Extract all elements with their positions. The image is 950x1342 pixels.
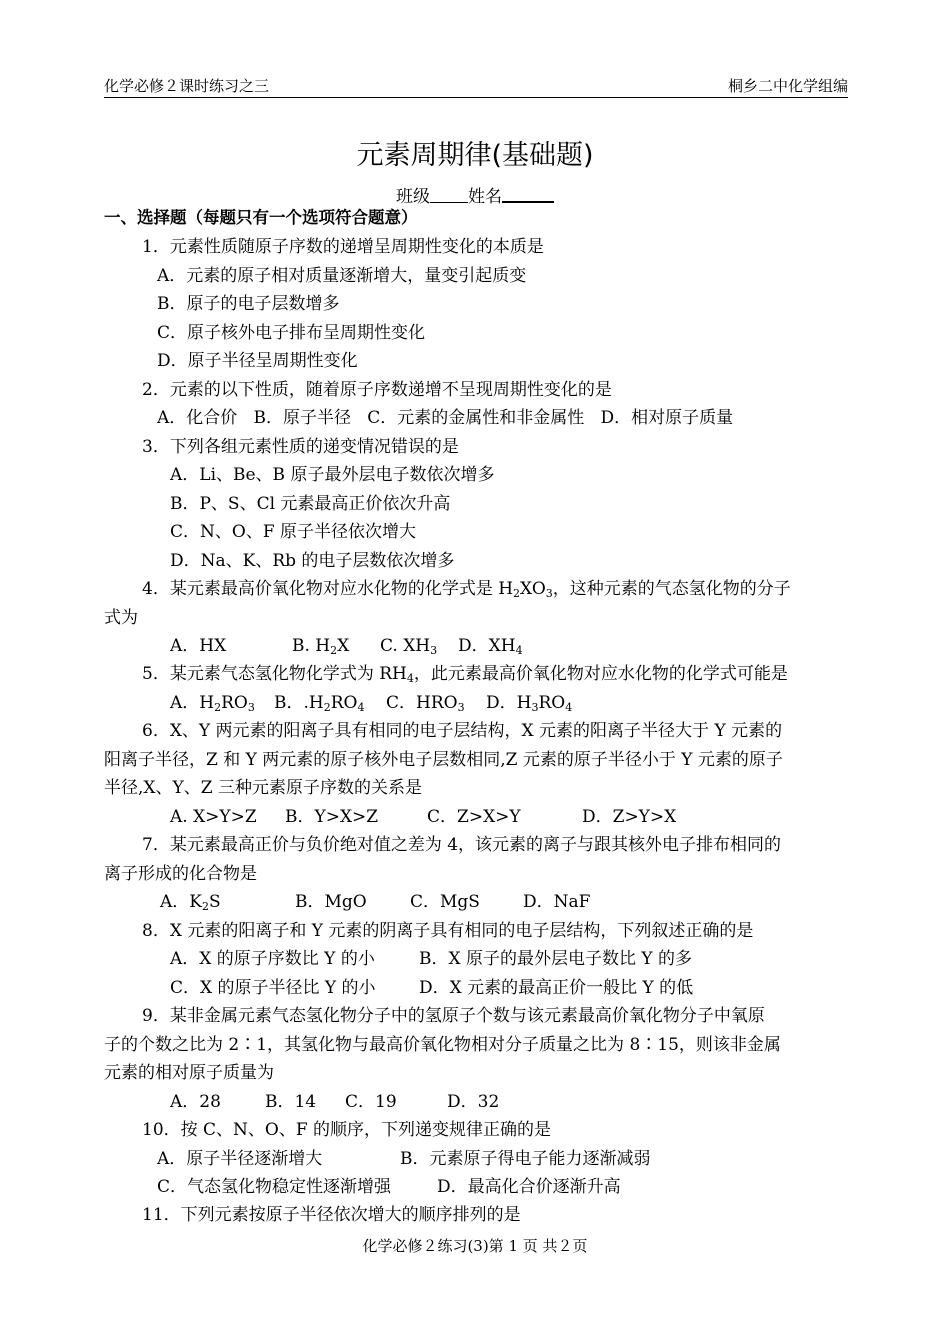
q9-option-a: A．28 [170,1092,221,1112]
q5-option-b: B．$.H_2RO_4$ [274,693,365,714]
q8-option-c: C．X 的原子半径比 Y 的小 [170,978,376,998]
q5-options [170,692,572,714]
q6-option-c: C．Z>X>Y [427,807,521,827]
q7-line2: 离子形成的化合物是 [104,864,257,884]
q7-option-c: C．MgS [410,892,480,912]
q4-option-d: D．$XH_4$ [458,636,523,657]
q2-option-b: B．原子半径 [253,408,351,428]
q1-option-d: D．原子半径呈周期性变化 [157,351,358,371]
q7-options [160,891,590,913]
class-blank [430,186,468,203]
q9-line3: 元素的相对原子质量为 [104,1063,274,1083]
q4-options [170,635,523,657]
q6-line2: 阳离子半径，Z 和 Y 两元素的原子核外电子层数相同,Z 元素的原子半径小于 Y 元素的原子 [104,750,783,770]
q3-option-d: D．Na、K、Rb 的电子层数依次增多 [170,551,455,571]
q9-option-b: B．14 [265,1092,317,1112]
q7-option-b: B．MgO [295,892,367,912]
q4-option-b: B. $H_2X$ [292,636,350,657]
q10-options-row2 [157,1176,621,1198]
q10-option-d: D．最高化合价逐渐升高 [437,1177,621,1197]
q10-option-a: A．原子半径逐渐增大 [157,1149,323,1169]
q3-option-a: A．Li、Be、B 原子最外层电子数依次增多 [170,465,495,485]
q5-option-d: D．$H_3RO_4$ [486,693,573,714]
q8-stem: 8．X 元素的阳离子和 Y 元素的阴离子具有相同的电子层结构，下列叙述正确的是 [142,921,754,941]
q7-line1: 7．某元素最高正价与负价绝对值之差为 4，该元素的离子与跟其核外电子排布相同的 [142,835,782,855]
q10-stem: 10．按 C、N、O、F 的顺序，下列递变规律正确的是 [142,1120,552,1140]
q4-stem-pre: 4．某元素最高价氧化物对应水化物的化学式是 H [142,579,514,599]
q5-stem-pre: 5．某元素气态氢化物化学式为 RH [142,664,407,684]
q2-option-c: C．元素的金属性和非金属性 [367,408,585,428]
q8-option-a: A．X 的原子序数比 Y 的小 [170,949,375,969]
name-blank [502,185,554,203]
q3-option-b: B．P、S、Cl 元素最高正价依次升高 [170,494,451,514]
q2-stem: 2．元素的以下性质，随着原子序数递增不呈现周期性变化的是 [142,380,612,400]
q7-option-a: A．$K_2S$ [160,892,221,913]
q8-option-b: B．X 原子的最外层电子数比 Y 的多 [419,949,693,969]
q1-stem: 1．元素性质随原子序数的递增呈周期性变化的本质是 [142,237,544,257]
q5-option-c: C．$HRO_3$ [386,693,465,714]
q4-stem [142,578,791,600]
q1-option-a: A．元素的原子相对质量逐渐增大，量变引起质变 [157,266,527,286]
q5-stem [142,663,788,685]
class-name-line [0,182,950,207]
q4-option-c: C. $XH_3$ [380,636,438,657]
q6-line3: 半径,X、Y、Z 三种元素原子序数的关系是 [104,778,422,798]
page-header [104,75,848,98]
q7-option-d: D．NaF [523,892,591,912]
q5-stem-post: ，此元素最高价氧化物对应水化物的化学式可能是 [413,664,788,684]
class-label: 班级 [396,187,430,207]
q8-option-d: D．X 元素的最高正价一般比 Y 的低 [419,978,694,998]
q3-stem: 3．下列各组元素性质的递变情况错误的是 [142,437,459,457]
q4-stem-mid: XO [520,579,546,599]
q6-option-a: A. X>Y>Z [170,807,257,827]
page-footer: 化学必修２练习(3)第 1 页 共２页 [362,1237,588,1255]
q8-options-row1 [170,948,692,970]
q9-option-d: D．32 [447,1092,500,1112]
q1-option-b: B．原子的电子层数增多 [157,294,340,314]
q2-option-a: A．化合价 [157,408,238,428]
name-label: 姓名 [468,187,502,207]
q10-options-row1 [157,1148,651,1170]
q8-options-row2 [170,977,693,999]
q4-sub-3: 3 [545,587,553,600]
q9-line2: 子的个数之比为 2∶1，其氢化物与最高价氧化物相对分子质量之比为 8∶15，则该非金属 [104,1035,781,1055]
q11-stem: 11．下列元素按原子半径依次增大的顺序排列的是 [142,1205,521,1225]
q5-sub-4: 4 [406,672,414,685]
page-title: 元素周期律(基础题) [356,140,594,171]
q2-options [157,407,733,429]
section-heading: 一、选择题（每题只有一个选项符合题意） [104,208,418,227]
q6-line1: 6．X、Y 两元素的阳离子具有相同的电子层结构，X 元素的阳离子半径大于 Y 元素的 [142,721,783,741]
q6-options [170,806,676,828]
q4-option-a: A．HX [170,636,227,656]
q10-option-b: B．元素原子得电子能力逐渐减弱 [400,1149,651,1169]
header-right: 桐乡二中化学组编 [727,77,848,95]
header-left: 化学必修２课时练习之三 [104,77,270,95]
q9-option-c: C．19 [345,1092,397,1112]
q1-option-c: C．原子核外电子排布呈周期性变化 [157,323,426,343]
q4-stem-post: ，这种元素的气态氢化物的分子 [552,579,791,599]
q6-option-b: B．Y>X>Z [285,807,379,827]
q5-option-a: A．$H_2RO_3$ [170,693,255,714]
q4-sub-2: 2 [513,587,521,600]
q9-line1: 9．某非金属元素气态氢化物分子中的氢原子个数与该元素最高价氧化物分子中氧原 [142,1006,765,1026]
q10-option-c: C．气态氢化物稳定性逐渐增强 [157,1177,392,1197]
q6-option-d: D．Z>Y>X [582,807,677,827]
q2-option-d: D．相对原子质量 [600,408,734,428]
q4-stem-cont: 式为 [104,608,138,628]
q9-options [170,1091,499,1113]
q3-option-c: C．N、O、F 原子半径依次增大 [170,522,417,542]
